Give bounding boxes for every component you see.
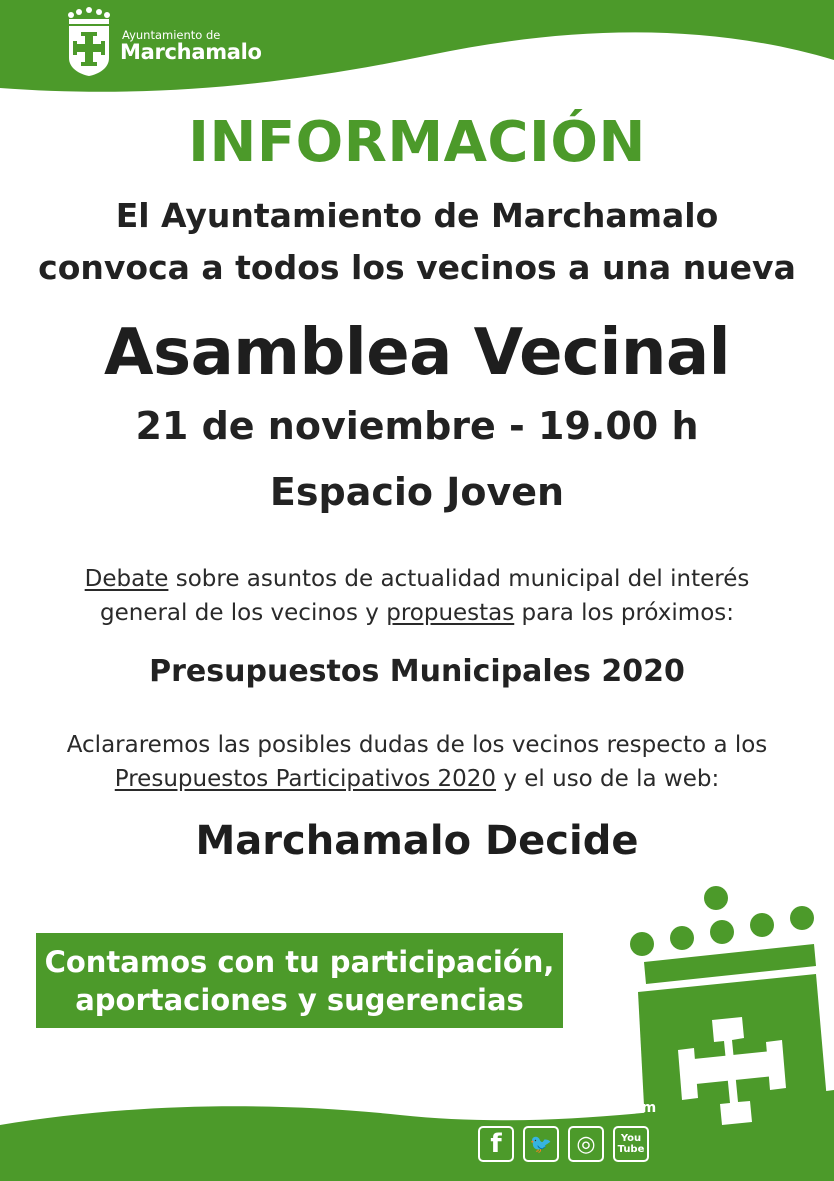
event-date-time: 21 de noviembre - 19.00 h [135, 404, 699, 448]
crest-icon [617, 880, 834, 1181]
twitter-glyph: 🐦 [529, 1133, 553, 1155]
highlight-decide: Marchamalo Decide [195, 818, 639, 864]
event-place: Espacio Joven [269, 470, 565, 514]
paragraph-text: sobre asuntos de actualidad municipal del interés [168, 566, 750, 592]
event-title: Asamblea Vecinal [103, 316, 731, 390]
instagram-glyph: ◎ [576, 1131, 596, 1157]
intro-line-1: El Ayuntamiento de Marchamalo [115, 196, 719, 235]
youtube-glyph-bottom: Tube [617, 1144, 645, 1155]
intro-line-2: convoca a todos los vecinos a una nueva [38, 248, 796, 287]
youtube-icon[interactable] [613, 1126, 649, 1162]
org-label: Marchamalo [120, 40, 262, 64]
youtube-glyph-top: You [620, 1133, 642, 1144]
paragraph-text: y el uso de la web: [496, 766, 720, 792]
paragraph-debate [0, 562, 834, 630]
facebook-glyph: f [490, 1129, 502, 1159]
paragraph-doubts [0, 728, 834, 796]
underlined-debate: Debate [84, 566, 169, 592]
cta-line-2: aportaciones y sugerencias [75, 982, 524, 1017]
page-title: INFORMACIÓN [188, 110, 646, 175]
highlight-budget: Presupuestos Municipales 2020 [149, 654, 685, 689]
paragraph-text: Aclararemos las posibles dudas de los vecinos respecto a los [66, 732, 768, 758]
instagram-icon[interactable] [568, 1126, 604, 1162]
facebook-icon[interactable] [478, 1126, 514, 1162]
paragraph-text: para los próximos: [514, 600, 734, 626]
cta-line-1: Contamos con tu participación, [44, 944, 555, 979]
call-to-action-box [36, 933, 563, 1028]
underlined-participatory-budget: Presupuestos Participativos 2020 [114, 766, 497, 792]
twitter-icon[interactable] [523, 1126, 559, 1162]
underlined-propuestas: propuestas [386, 600, 515, 626]
website-link[interactable]: www.marchamalo.com [478, 1100, 657, 1116]
org-label-small: Ayuntamiento de [122, 28, 221, 42]
paragraph-text: general de los vecinos y [100, 600, 387, 626]
coat-of-arms-icon [63, 6, 115, 78]
